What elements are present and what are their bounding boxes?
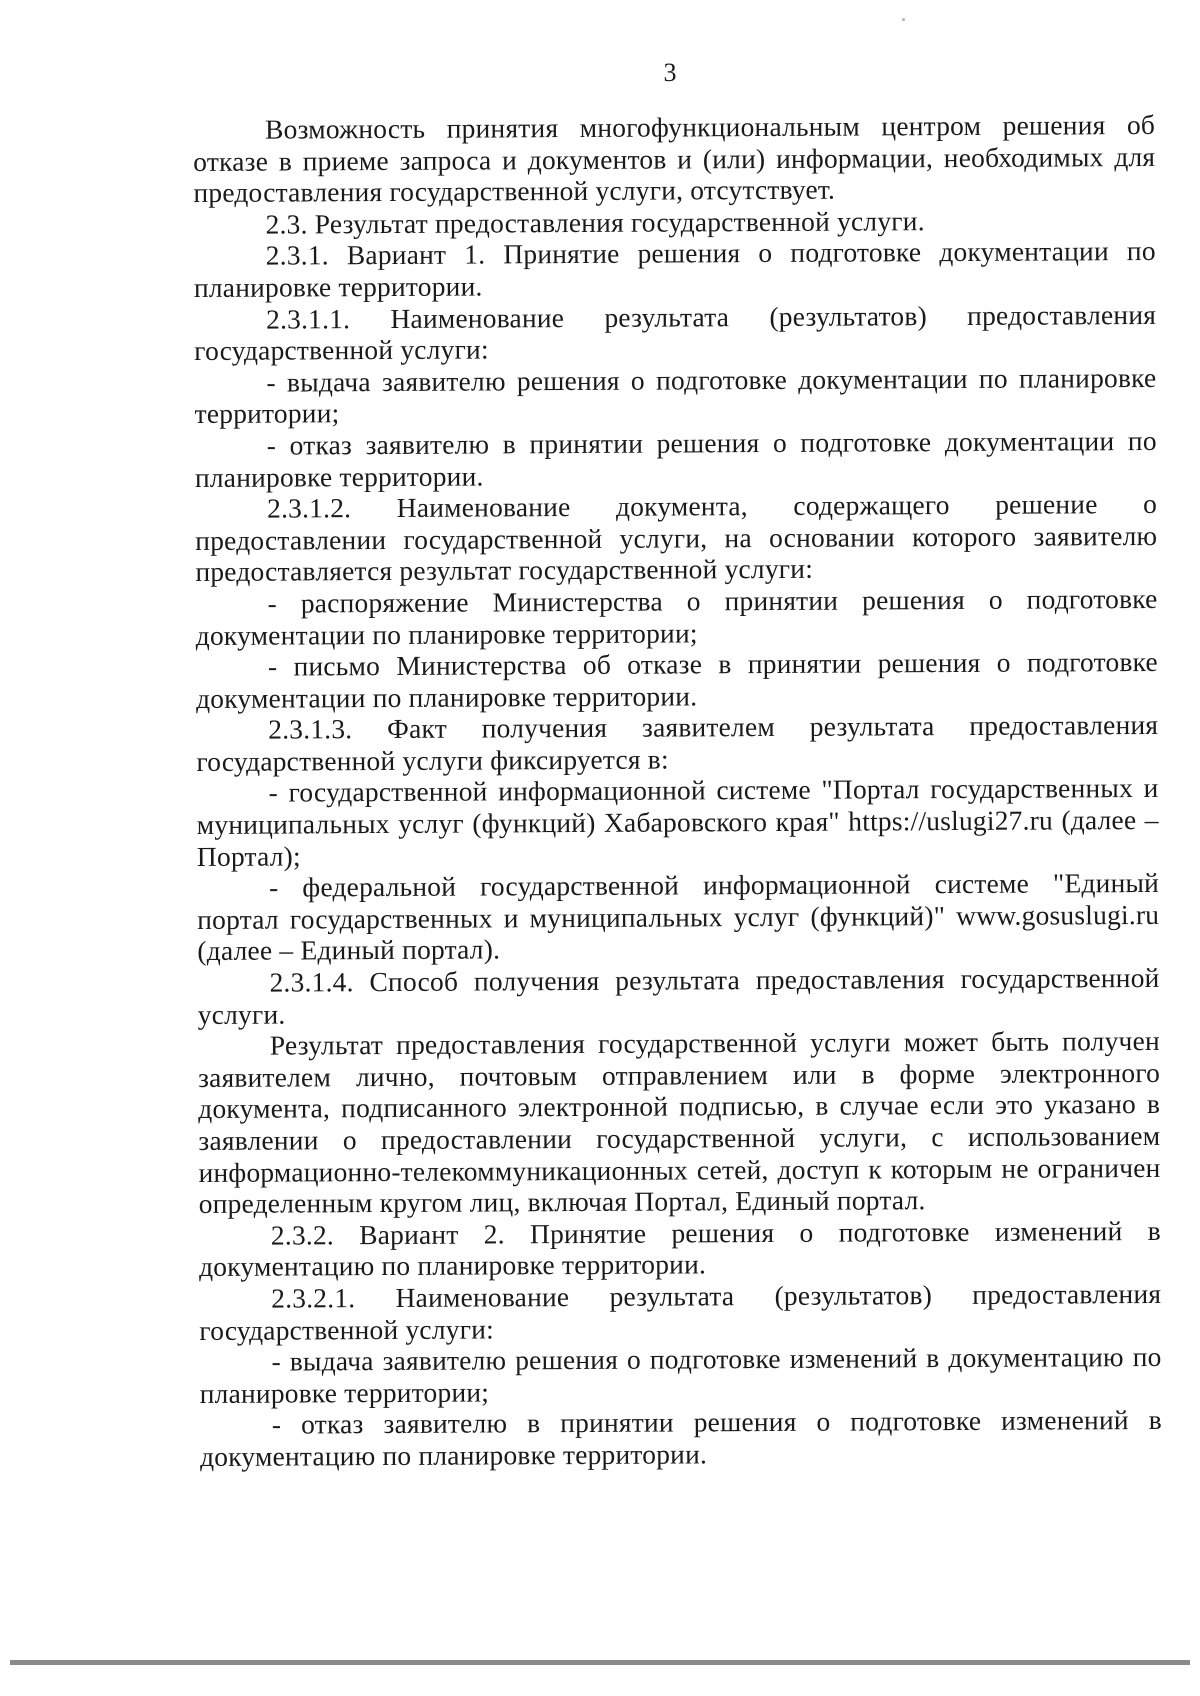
document-body: [193, 109, 1162, 1473]
list-item: - выдача заявителю решения о подготовке изменений в документацию по планировке территории;: [199, 1341, 1162, 1409]
page-number: 3: [663, 58, 677, 87]
heading-2-3-1-2: 2.3.1.2. Наименование документа, содержащего решение о предоставлении государственной услуги, на основании которого заявителю предоставляется результат государственной услуги:: [195, 488, 1158, 588]
list-item: - письмо Министерства об отказе в принятии решения о подготовке документации по планировке территории.: [195, 646, 1158, 714]
heading-2-3: 2.3. Результат предоставления государственной услуги.: [265, 204, 925, 240]
list-item: - отказ заявителю в принятии решения о подготовке документации по планировке территории.: [194, 424, 1157, 493]
list-item: - выдача заявителю решения о подготовке документации по планировке территории;: [194, 361, 1157, 430]
scan-speck: [902, 18, 905, 21]
scan-bottom-edge: [10, 1660, 1190, 1665]
heading-2-3-1-1: 2.3.1.1. Наименование результата (результатов) предоставления государственной услуги:: [194, 298, 1157, 367]
list-item: - отказ заявителю в принятии решения о подготовке изменений в документацию по планировке территории.: [199, 1404, 1162, 1472]
paragraph-mfc-refusal: Возможность принятия многофункциональным центром решения об отказе в приеме запроса и документов и (или) информации, необходимых для предоставления государственной услуги, отсутствует.: [193, 108, 1156, 209]
heading-2-3-1: 2.3.1. Вариант 1. Принятие решения о подготовке документации по планировке территории.: [193, 235, 1156, 303]
heading-2-3-2: 2.3.2. Вариант 2. Принятие решения о подготовке изменений в документацию по планировке территории.: [198, 1214, 1161, 1283]
list-item: - распоряжение Министерства о принятии решения о подготовке документации по планировке территории;: [195, 582, 1158, 651]
list-item: - государственной информационной системе "Портал государственных и муниципальных услуг (функций) Хабаровского края" https://uslugi27.ru (далее – Портал);: [196, 772, 1159, 872]
paragraph-result-delivery: Результат предоставления государственной услуги может быть получен заявителем лично, почтовым отправлением или в форме электронного документа, подписанного электронной подписью, в случае если это указано в заявлении о предоставлении государственной услуги, с использованием информационно-телекоммуникационных сетей, доступ к которым не ограничен определенным кругом лиц, включая Портал, Единый портал.: [197, 1025, 1161, 1220]
heading-2-3-1-3: 2.3.1.3. Факт получения заявителем результата предоставления государственной услуги фиксируется в:: [196, 709, 1159, 777]
heading-2-3-1-4: 2.3.1.4. Способ получения результата предоставления государственной услуги.: [197, 961, 1160, 1030]
list-item: - федеральной государственной информационной системе "Единый портал государственных и муниципальных услуг (функций)" www.gosuslugi.ru (далее – Единый портал).: [197, 867, 1160, 967]
heading-2-3-2-1: 2.3.2.1. Наименование результата (результатов) предоставления государственной услуги:: [199, 1277, 1162, 1346]
